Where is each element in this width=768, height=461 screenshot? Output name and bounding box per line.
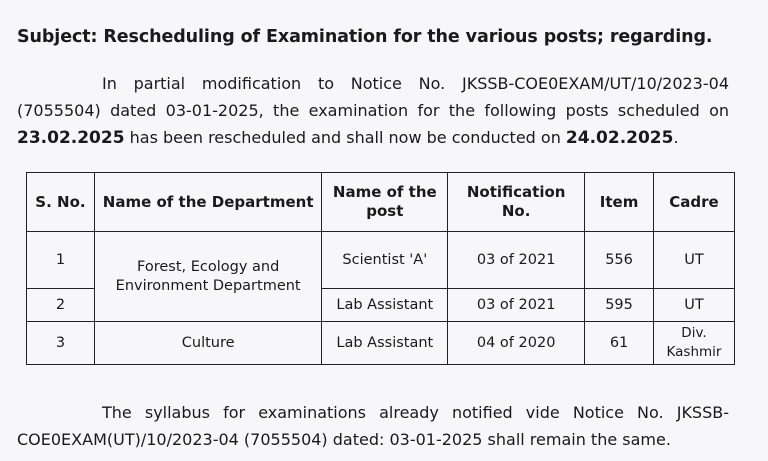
cell-post: Lab Assistant [322, 289, 448, 322]
cell-post: Scientist 'A' [322, 232, 448, 289]
cell-notification: 03 of 2021 [448, 232, 585, 289]
cell-item: 595 [585, 289, 654, 322]
paragraph-text-b: has been rescheduled and shall now be conducted on [124, 128, 566, 147]
cell-item: 556 [585, 232, 654, 289]
cell-notification: 03 of 2021 [448, 289, 585, 322]
cell-notification: 04 of 2020 [448, 322, 585, 365]
new-exam-date: 24.02.2025 [565, 128, 674, 148]
paragraph-text-c: . [673, 128, 679, 147]
cell-sno: 3 [27, 322, 95, 365]
subject-line: Subject: Rescheduling of Examination for the various posts; regarding. [17, 27, 713, 47]
table-row [27, 232, 735, 289]
table-row [27, 322, 735, 365]
header-department: Name of the Department [94, 173, 322, 232]
header-sno: S. No. [27, 173, 95, 232]
cell-sno: 2 [27, 289, 95, 322]
header-notification: Notification No. [448, 173, 585, 232]
paragraph-text-a: In partial modification to Notice No. JKSSB-COE0EXAM/UT/10/2023-04 (7055504) dated 03-01-2025, the examination for the following posts scheduled on [17, 74, 729, 120]
cell-cadre: UT [654, 289, 735, 322]
syllabus-paragraph [17, 399, 729, 453]
header-cadre: Cadre [654, 173, 735, 232]
cell-cadre: Div. Kashmir [654, 322, 735, 365]
posts-table [26, 172, 735, 365]
header-item: Item [585, 173, 654, 232]
cell-sno: 1 [27, 232, 95, 289]
old-exam-date: 23.02.2025 [17, 128, 125, 148]
cell-department: Forest, Ecology and Environment Department [94, 232, 322, 322]
cell-post: Lab Assistant [322, 322, 448, 365]
syllabus-text: The syllabus for examinations already notified vide Notice No. JKSSB-COE0EXAM(UT)/10/2023-04 (7055504) dated: 03-01-2025 shall remain the same. [17, 403, 729, 449]
table-header-row [27, 173, 735, 232]
cell-department: Culture [94, 322, 322, 365]
cell-cadre: UT [654, 232, 735, 289]
cell-item: 61 [585, 322, 654, 365]
modification-paragraph [17, 70, 729, 152]
header-post: Name of the post [322, 173, 448, 232]
